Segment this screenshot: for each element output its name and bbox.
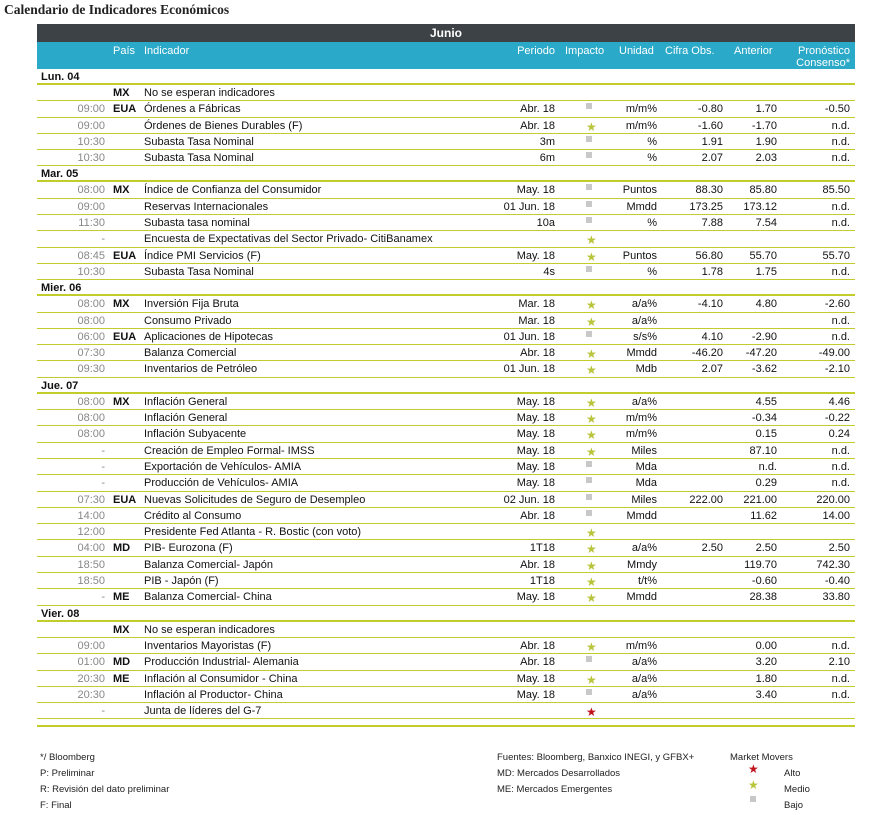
consensus-cell: 2.50	[828, 542, 850, 555]
period-cell: May. 18	[516, 672, 555, 685]
period-cell: Abr. 18	[520, 509, 555, 522]
note-preliminar: P: Preliminar	[40, 768, 95, 779]
indicator-cell: Índice de Confianza del Consumidor	[144, 184, 322, 197]
time-cell: -	[101, 460, 105, 473]
period-cell: 3m	[539, 135, 555, 148]
table-row	[37, 182, 855, 198]
time-cell: 10:30	[77, 265, 105, 278]
period-cell: 1T18	[529, 575, 555, 588]
previous-cell: 3.20	[755, 656, 777, 669]
time-cell: 08:00	[77, 412, 105, 425]
obs-cell: 7.88	[701, 217, 723, 230]
indicator-cell: Consumo Privado	[144, 314, 232, 327]
time-cell: 06:00	[77, 330, 105, 343]
calendar-table	[37, 24, 855, 727]
md-legend: MD: Mercados Desarrollados	[497, 768, 621, 779]
consensus-cell: n.d.	[831, 444, 850, 457]
table-row: 08:00 MX Inversión Fija Bruta Mar. 18 a/a% -4.10 4.80 -2.60 ★	[37, 296, 855, 312]
table-row: 20:30 ME Inflación al Consumidor - China May. 18 a/a% 1.80 n.d. ★	[37, 671, 855, 687]
time-cell: 08:00	[77, 184, 105, 197]
previous-cell: -2.90	[751, 330, 777, 343]
table-row: 09:00 Inventarios Mayoristas (F) Abr. 18 m/m% 0.00 n.d. ★	[37, 638, 855, 654]
period-cell: Abr. 18	[520, 656, 555, 669]
consensus-cell: n.d.	[831, 200, 850, 213]
previous-cell: 2.03	[755, 152, 777, 165]
unit-cell: a/a%	[631, 395, 657, 408]
previous-cell: n.d.	[758, 460, 777, 473]
period-cell: 02 Jun. 18	[503, 493, 555, 506]
time-cell: 20:30	[77, 688, 105, 701]
indicator-cell: Subasta Tasa Nominal	[144, 135, 254, 148]
time-cell: 09:30	[77, 363, 105, 376]
page-title: Calendario de Indicadores Económicos	[4, 2, 230, 17]
indicator-cell: Subasta Tasa Nominal	[144, 152, 254, 165]
table-row: 08:00 MX Inflación General May. 18 a/a% 4.55 4.46 ★	[37, 394, 855, 410]
time-cell: 08:00	[77, 428, 105, 441]
previous-cell: 1.90	[755, 135, 777, 148]
country-cell: EUA	[113, 103, 137, 116]
period-cell: 6m	[539, 152, 555, 165]
obs-cell: -4.10	[697, 298, 723, 311]
table-row: - Junta de líderes del G-7 ★	[37, 703, 855, 719]
table-row: 08:45 EUA Índice PMI Servicios (F) May. 18 Puntos 56.80 55.70 55.70 ★	[37, 248, 855, 264]
table-bottom-rule	[37, 719, 855, 727]
day-header: Mar. 05	[37, 166, 855, 182]
obs-cell: -46.20	[691, 347, 723, 360]
table-row	[37, 85, 855, 101]
time-cell: 07:30	[77, 493, 105, 506]
table-row	[37, 150, 855, 166]
indicator-cell: Producción de Vehículos- AMIA	[144, 477, 299, 490]
indicator-cell: Encuesta de Expectativas del Sector Privado- CitiBanamex	[144, 233, 433, 246]
day-header: Vier. 08	[37, 606, 855, 622]
unit-cell: Mda	[635, 477, 657, 490]
time-cell: -	[101, 444, 105, 457]
consensus-cell: n.d.	[831, 217, 850, 230]
table-row	[37, 199, 855, 215]
consensus-cell: -2.60	[824, 298, 850, 311]
country-cell: MX	[113, 298, 130, 311]
previous-cell: 87.10	[749, 444, 777, 457]
indicator-cell: Junta de líderes del G-7	[144, 705, 262, 718]
consensus-cell: n.d.	[831, 265, 850, 278]
time-cell: 09:00	[77, 103, 105, 116]
indicator-cell: No se esperan indicadores	[144, 87, 275, 99]
indicator-cell: Inventarios Mayoristas (F)	[144, 639, 272, 652]
table-row: 18:50 Balanza Comercial- Japón Abr. 18 Mmdy 119.70 742.30 ★	[37, 557, 855, 573]
unit-cell: Mmdy	[627, 558, 657, 571]
obs-cell: 222.00	[689, 493, 723, 506]
note-final: F: Final	[40, 800, 72, 811]
unit-cell: Mmdd	[626, 200, 657, 213]
col-anterior: Anterior	[734, 45, 773, 57]
time-cell: 12:00	[77, 526, 105, 539]
indicator-cell: Reservas Internacionales	[144, 200, 269, 213]
time-cell: 08:00	[77, 314, 105, 327]
period-cell: May. 18	[516, 428, 555, 441]
indicator-cell: Inflación Subyacente	[144, 428, 247, 441]
indicator-cell: No se esperan indicadores	[144, 623, 275, 636]
table-row: - ME Balanza Comercial- China May. 18 Mmdd 28.38 33.80 ★	[37, 589, 855, 605]
consensus-cell: -0.22	[824, 412, 850, 425]
consensus-cell: n.d.	[831, 460, 850, 473]
legend-high-label: Alto	[784, 768, 801, 779]
previous-cell: 1.70	[755, 103, 777, 116]
table-row	[37, 264, 855, 280]
previous-cell: 0.00	[755, 639, 777, 652]
indicator-cell: Órdenes a Fábricas	[144, 103, 241, 116]
previous-cell: 11.62	[750, 509, 777, 522]
previous-cell: -47.20	[745, 347, 777, 360]
table-row	[37, 508, 855, 524]
table-row: 09:00 Órdenes de Bienes Durables (F) Abr. 18 m/m% -1.60 -1.70 n.d. ★	[37, 118, 855, 134]
unit-cell: Mmdd	[626, 509, 657, 522]
period-cell: Abr. 18	[520, 639, 555, 652]
table-row: 08:00 Inflación General May. 18 m/m% -0.34 -0.22 ★	[37, 410, 855, 426]
consensus-cell: -2.10	[824, 363, 850, 376]
previous-cell: 173.12	[743, 200, 777, 213]
legend-low-icon	[750, 794, 756, 805]
unit-cell: a/a%	[631, 688, 657, 701]
col-indicador: Indicador	[144, 45, 190, 57]
table-row	[37, 687, 855, 703]
indicator-cell: Aplicaciones de Hipotecas	[144, 330, 274, 343]
indicator-cell: PIB - Japón (F)	[144, 575, 219, 588]
unit-cell: %	[647, 265, 657, 278]
unit-cell: m/m%	[625, 119, 657, 132]
previous-cell: 1.75	[755, 265, 777, 278]
unit-cell: m/m%	[625, 103, 657, 116]
period-cell: May. 18	[516, 184, 555, 197]
consensus-cell: -0.40	[824, 575, 850, 588]
indicator-cell: Inventarios de Petróleo	[144, 363, 258, 376]
legend-medium-icon: ★	[748, 778, 759, 792]
consensus-cell: 2.10	[828, 656, 850, 669]
unit-cell: Miles	[631, 493, 657, 506]
indicator-cell: Exportación de Vehículos- AMIA	[144, 460, 302, 473]
previous-cell: -1.70	[751, 119, 777, 132]
obs-cell: 56.80	[695, 249, 723, 262]
indicator-cell: Índice PMI Servicios (F)	[144, 249, 261, 262]
table-row	[37, 329, 855, 345]
consensus-cell: n.d.	[831, 152, 850, 165]
unit-cell: a/a%	[631, 542, 657, 555]
unit-cell: t/t%	[638, 575, 657, 588]
consensus-cell: n.d.	[831, 119, 850, 132]
period-cell: 01 Jun. 18	[503, 200, 555, 213]
period-cell: 01 Jun. 18	[503, 363, 555, 376]
sources-text: Fuentes: Bloomberg, Banxico INEGI, y GFBX+	[497, 752, 695, 763]
time-cell: 18:50	[77, 575, 105, 588]
time-cell: 20:30	[77, 672, 105, 685]
previous-cell: 7.54	[755, 217, 777, 230]
obs-cell: 1.91	[701, 135, 723, 148]
day-header: Mier. 06	[37, 280, 855, 296]
previous-cell: 0.15	[755, 428, 777, 441]
col-pronostico: Pronóstico	[798, 45, 850, 57]
consensus-cell: n.d.	[831, 135, 850, 148]
consensus-cell: 4.46	[828, 395, 850, 408]
country-cell: MD	[113, 656, 131, 669]
unit-cell: Puntos	[622, 249, 657, 262]
unit-cell: a/a%	[631, 656, 657, 669]
indicator-cell: Inflación General	[144, 395, 228, 408]
country-cell: EUA	[113, 493, 137, 506]
consensus-cell: 55.70	[822, 249, 850, 262]
day-header: Jue. 07	[37, 378, 855, 394]
country-cell: MX	[113, 87, 130, 99]
unit-cell: Puntos	[622, 184, 657, 197]
time-cell: 14:00	[77, 509, 105, 522]
legend-low-label: Bajo	[784, 800, 804, 811]
time-cell: 01:00	[77, 656, 105, 669]
unit-cell: Mmdd	[626, 347, 657, 360]
period-cell: 01 Jun. 18	[503, 330, 555, 343]
period-cell: May. 18	[516, 688, 555, 701]
consensus-cell: -0.50	[824, 103, 850, 116]
previous-cell: 119.70	[744, 558, 777, 571]
consensus-cell: n.d.	[831, 330, 850, 343]
consensus-cell: 220.00	[816, 493, 850, 506]
table-row	[37, 101, 855, 117]
consensus-cell: 742.30	[816, 558, 850, 571]
period-cell: Abr. 18	[520, 558, 555, 571]
previous-cell: 85.80	[749, 184, 777, 197]
period-cell: Abr. 18	[520, 103, 555, 116]
table-row: 07:30 Balanza Comercial Abr. 18 Mmdd -46.20 -47.20 -49.00 ★	[37, 345, 855, 361]
indicator-cell: Nuevas Solicitudes de Seguro de Desempleo	[144, 493, 366, 506]
table-row: 04:00 MD PIB- Eurozona (F) 1T18 a/a% 2.50 2.50 2.50 ★	[37, 540, 855, 556]
table-row	[37, 622, 855, 638]
col-cifra: Cifra Obs.	[665, 45, 715, 57]
time-cell: -	[101, 477, 105, 490]
time-cell: -	[101, 591, 105, 604]
period-cell: 10a	[536, 217, 555, 230]
time-cell: 04:00	[77, 542, 105, 555]
col-pais: País	[113, 45, 136, 57]
previous-cell: -0.34	[751, 412, 777, 425]
table-row: 08:00 Inflación Subyacente May. 18 m/m% 0.15 0.24 ★	[37, 426, 855, 442]
indicator-cell: Balanza Comercial	[144, 347, 237, 360]
table-row: 08:00 Consumo Privado Mar. 18 a/a% n.d. ★	[37, 313, 855, 329]
table-body	[37, 69, 855, 719]
table-row: - Creación de Empleo Formal- IMSS May. 18 Miles 87.10 n.d. ★	[37, 443, 855, 459]
country-cell: EUA	[113, 330, 137, 343]
period-cell: Abr. 18	[520, 347, 555, 360]
period-cell: Abr. 18	[520, 119, 555, 132]
table-row	[37, 215, 855, 231]
unit-cell: m/m%	[625, 428, 657, 441]
time-cell: -	[101, 705, 105, 718]
time-cell: 07:30	[77, 347, 105, 360]
indicator-cell: Balanza Comercial- Japón	[144, 558, 274, 571]
unit-cell: s/s%	[633, 330, 657, 343]
time-cell: 09:00	[77, 119, 105, 132]
period-cell: May. 18	[516, 444, 555, 457]
previous-cell: 221.00	[743, 493, 777, 506]
time-cell: 09:00	[77, 200, 105, 213]
indicator-cell: Inflación General	[144, 412, 228, 425]
consensus-cell: n.d.	[831, 639, 850, 652]
indicator-cell: Creación de Empleo Formal- IMSS	[144, 444, 315, 457]
period-cell: May. 18	[516, 249, 555, 262]
note-revision: R: Revisión del dato preliminar	[40, 784, 170, 795]
table-row	[37, 475, 855, 491]
unit-cell: Mmdd	[626, 591, 657, 604]
indicator-cell: Órdenes de Bienes Durables (F)	[144, 119, 303, 132]
legend-medium-label: Medio	[784, 784, 810, 795]
me-legend: ME: Mercados Emergentes	[497, 784, 613, 795]
unit-cell: Mda	[635, 460, 657, 473]
time-cell: -	[101, 233, 105, 246]
table-row	[37, 134, 855, 150]
consensus-cell: n.d.	[831, 688, 850, 701]
consensus-cell: n.d.	[831, 672, 850, 685]
indicator-cell: PIB- Eurozona (F)	[144, 542, 233, 555]
period-cell: Mar. 18	[518, 314, 555, 327]
col-periodo: Periodo	[517, 45, 555, 57]
consensus-cell: 0.24	[828, 428, 850, 441]
day-header: Lun. 04	[37, 69, 855, 85]
time-cell: 08:00	[77, 298, 105, 311]
obs-cell: -1.60	[697, 119, 723, 132]
time-cell: 11:30	[78, 217, 105, 230]
period-cell: Mar. 18	[518, 298, 555, 311]
country-cell: MD	[113, 542, 131, 555]
time-cell: 18:50	[77, 558, 105, 571]
indicator-cell: Presidente Fed Atlanta - R. Bostic (con voto)	[144, 526, 362, 539]
legend-high-icon: ★	[748, 762, 759, 776]
previous-cell: 55.70	[749, 249, 777, 262]
obs-cell: -0.80	[697, 103, 723, 116]
consensus-cell: 85.50	[822, 184, 850, 197]
indicator-cell: Producción Industrial- Alemania	[144, 656, 299, 669]
period-cell: May. 18	[516, 591, 555, 604]
period-cell: May. 18	[516, 412, 555, 425]
previous-cell: 28.38	[749, 591, 777, 604]
time-cell: 10:30	[77, 152, 105, 165]
consensus-cell: 33.80	[822, 591, 850, 604]
obs-cell: 4.10	[701, 330, 723, 343]
unit-cell: Mdb	[635, 363, 657, 376]
previous-cell: 3.40	[755, 688, 777, 701]
unit-cell: %	[647, 217, 657, 230]
indicator-cell: Crédito al Consumo	[144, 509, 242, 522]
unit-cell: a/a%	[631, 672, 657, 685]
indicator-cell: Inflación al Consumidor - China	[144, 672, 298, 685]
previous-cell: 1.80	[755, 672, 777, 685]
indicator-cell: Subasta tasa nominal	[144, 217, 250, 230]
obs-cell: 2.07	[701, 152, 723, 165]
country-cell: MX	[113, 184, 130, 197]
indicator-cell: Inversión Fija Bruta	[144, 298, 239, 311]
period-cell: May. 18	[516, 460, 555, 473]
unit-cell: %	[647, 152, 657, 165]
time-cell: 08:45	[77, 249, 105, 262]
time-cell: 10:30	[77, 135, 105, 148]
previous-cell: -3.62	[751, 363, 777, 376]
previous-cell: 4.55	[755, 395, 777, 408]
col-impacto: Impacto	[565, 45, 605, 57]
country-cell: ME	[113, 591, 130, 604]
unit-cell: a/a%	[631, 314, 657, 327]
unit-cell: m/m%	[625, 639, 657, 652]
period-cell: 1T18	[529, 542, 555, 555]
column-header-row	[37, 42, 855, 69]
previous-cell: 4.80	[755, 298, 777, 311]
country-cell: ME	[113, 672, 130, 685]
market-movers-title: Market Movers	[730, 752, 793, 763]
table-row: 12:00 Presidente Fed Atlanta - R. Bostic (con voto) ★	[37, 524, 855, 540]
period-cell: 4s	[543, 265, 555, 278]
period-cell: May. 18	[516, 477, 555, 490]
country-cell: MX	[113, 623, 130, 636]
col-unidad: Unidad	[619, 45, 654, 57]
unit-cell: m/m%	[625, 412, 657, 425]
obs-cell: 1.78	[701, 265, 723, 278]
indicator-cell: Subasta Tasa Nominal	[144, 265, 254, 278]
previous-cell: 2.50	[755, 542, 777, 555]
col-consenso: Consenso*	[796, 57, 850, 69]
time-cell: 08:00	[77, 395, 105, 408]
previous-cell: -0.60	[751, 575, 777, 588]
indicator-cell: Inflación al Productor- China	[144, 688, 283, 701]
consensus-cell: n.d.	[831, 477, 850, 490]
obs-cell: 88.30	[695, 184, 723, 197]
time-cell: 09:00	[77, 639, 105, 652]
table-row	[37, 654, 855, 670]
obs-cell: 2.50	[701, 542, 723, 555]
country-cell: MX	[113, 395, 130, 408]
note-bloomberg: */ Bloomberg	[40, 752, 95, 763]
period-cell: May. 18	[516, 395, 555, 408]
obs-cell: 173.25	[689, 200, 723, 213]
unit-cell: a/a%	[631, 298, 657, 311]
consensus-cell: -49.00	[818, 347, 850, 360]
country-cell: EUA	[113, 249, 137, 262]
consensus-cell: 14.00	[822, 509, 850, 522]
month-header: Junio	[37, 24, 855, 42]
unit-cell: Miles	[631, 444, 657, 457]
table-row: 09:30 Inventarios de Petróleo 01 Jun. 18 Mdb 2.07 -3.62 -2.10 ★	[37, 361, 855, 377]
table-row: - Encuesta de Expectativas del Sector Privado- CitiBanamex ★	[37, 231, 855, 247]
table-row	[37, 459, 855, 475]
previous-cell: 0.29	[755, 477, 777, 490]
unit-cell: %	[647, 135, 657, 148]
indicator-cell: Balanza Comercial- China	[144, 591, 272, 604]
table-row: 18:50 PIB - Japón (F) 1T18 t/t% -0.60 -0.40 ★	[37, 573, 855, 589]
obs-cell: 2.07	[701, 363, 723, 376]
consensus-cell: n.d.	[831, 314, 850, 327]
table-row	[37, 492, 855, 508]
